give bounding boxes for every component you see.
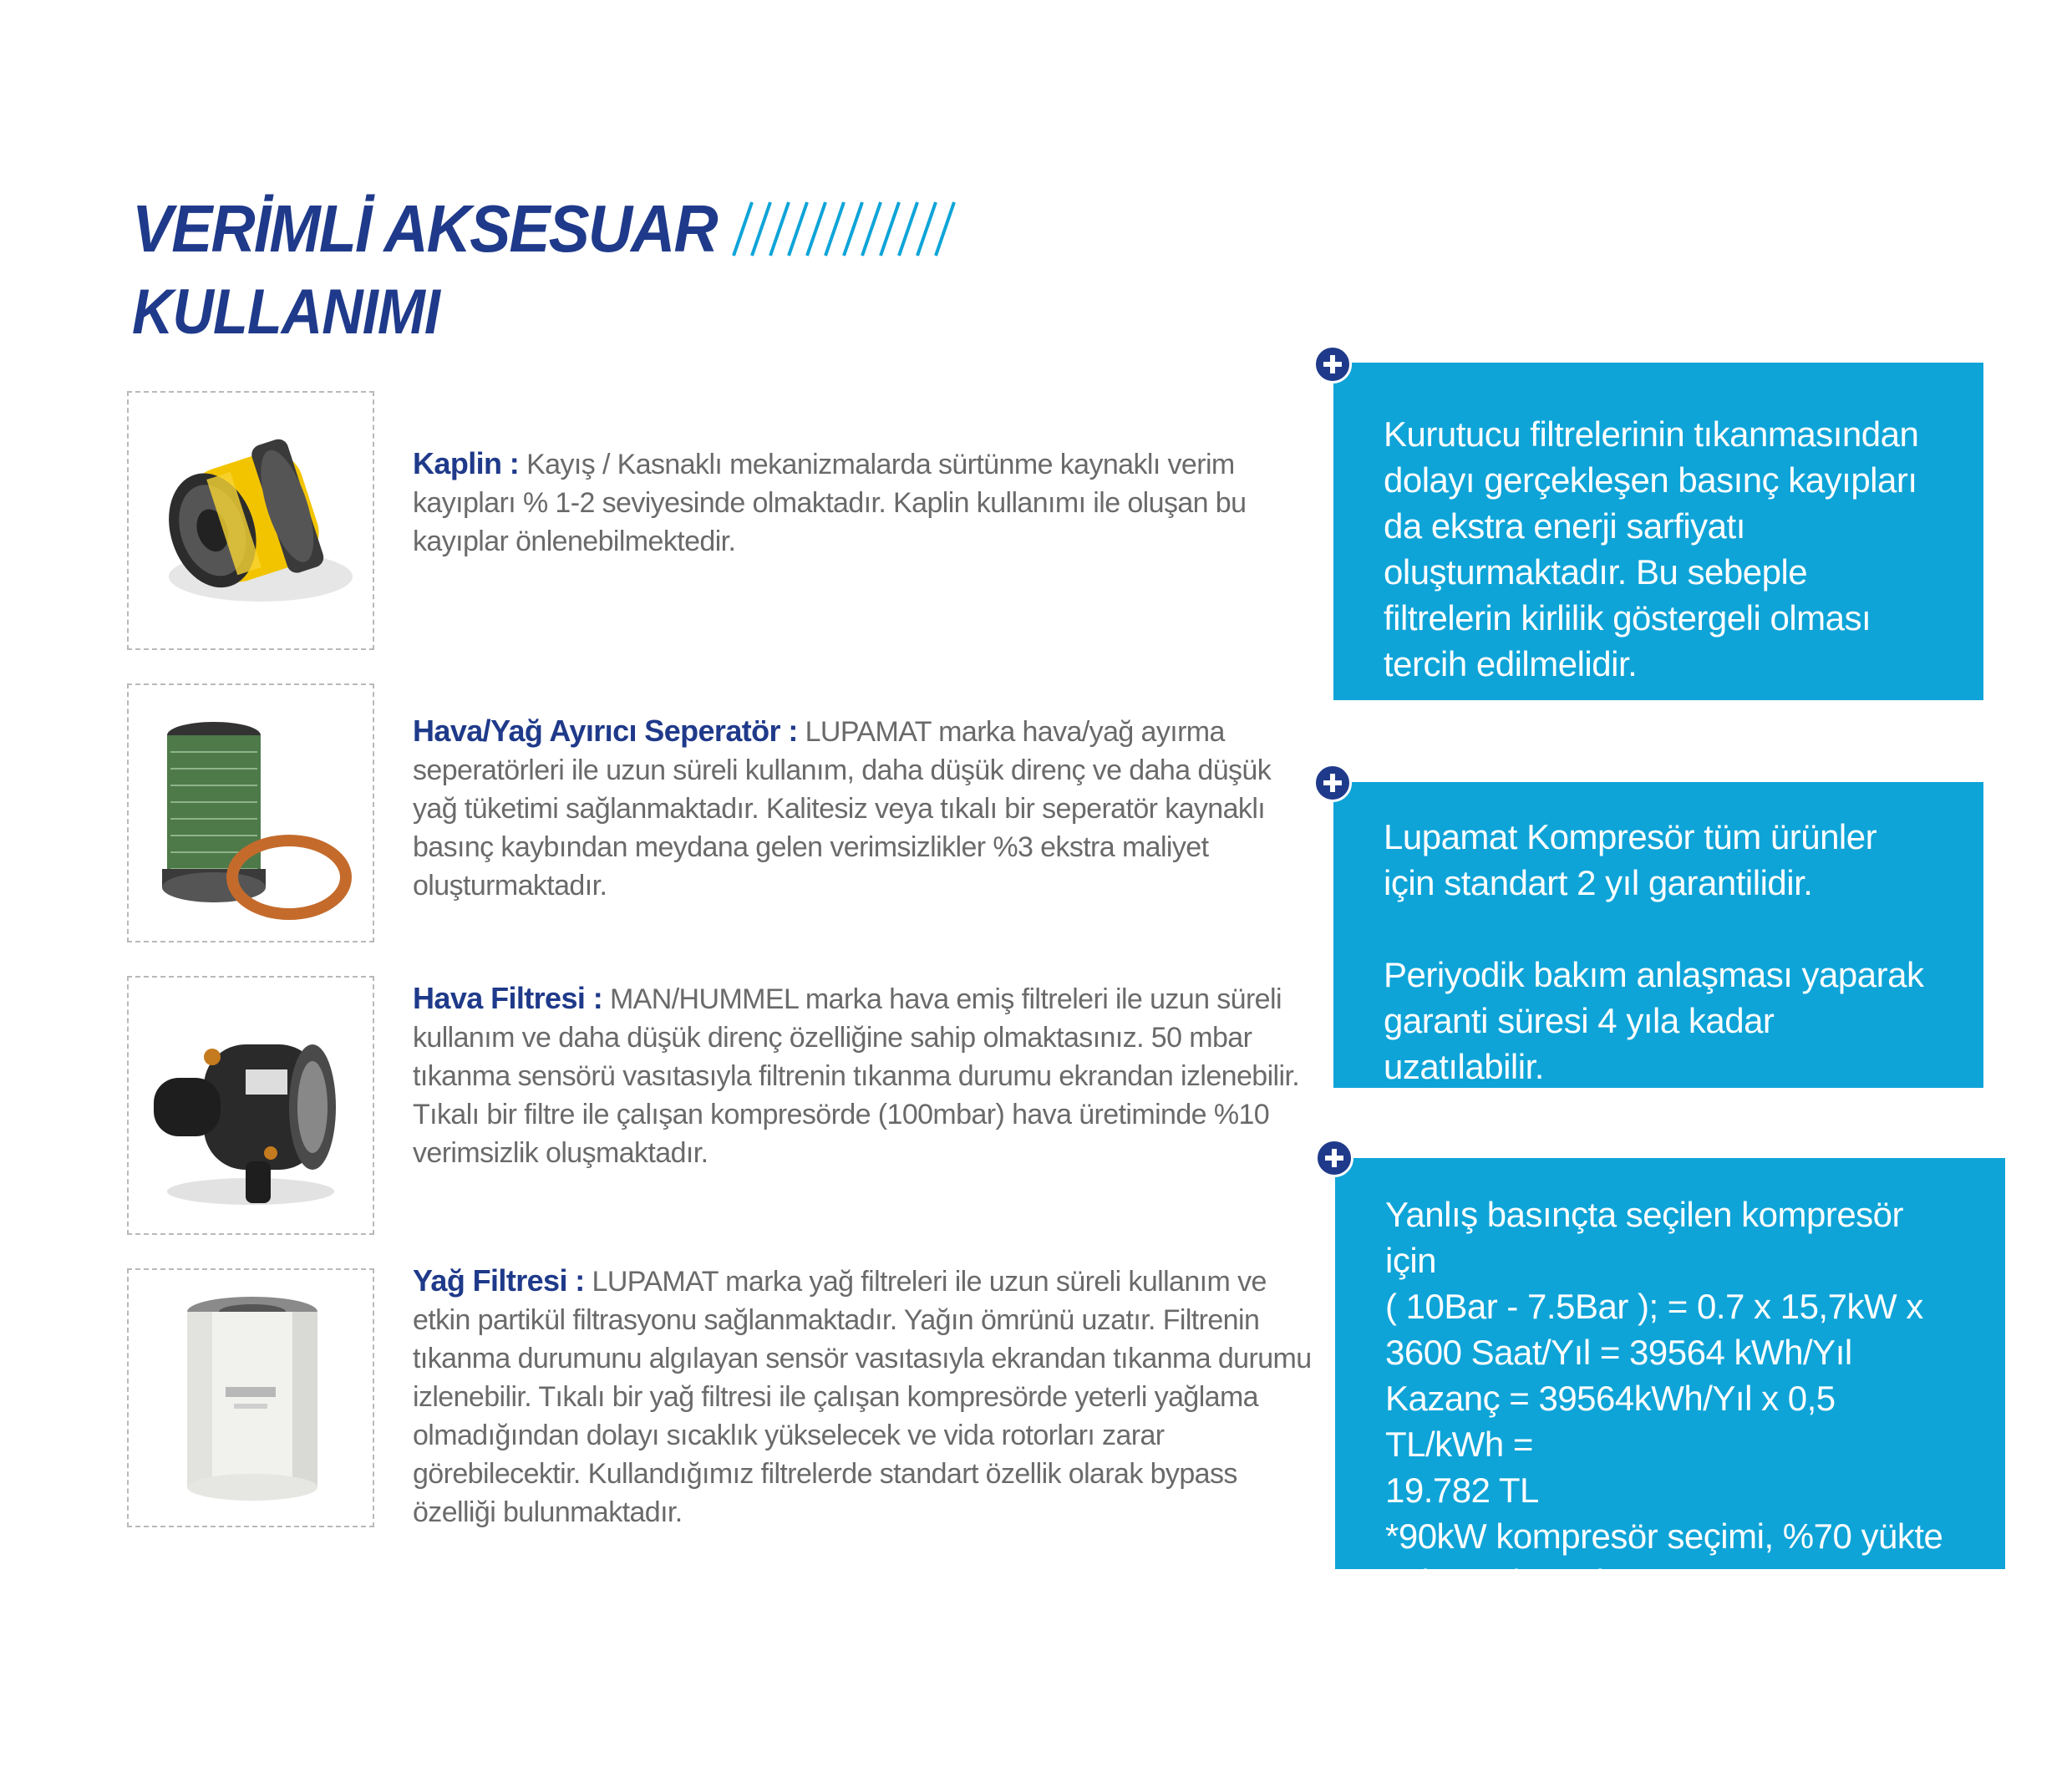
info-box-warranty — [1333, 782, 1983, 1088]
plus-icon — [1313, 764, 1352, 802]
separator-image — [145, 702, 356, 924]
item-label: Yağ Filtresi : — [413, 1263, 585, 1298]
decorative-stripes-icon — [730, 201, 956, 257]
coupling-image — [145, 409, 356, 632]
coupling-image-frame — [127, 391, 374, 650]
air-filter-image-frame — [127, 976, 374, 1235]
plus-icon — [1315, 1139, 1353, 1177]
item-description: MAN/HUMMEL marka hava emiş filtreleri ile uzun süreli kullanım ve daha düşük direnç özelliğine sahip olmaktasınız. 50 mbar tıkanma sensörü vasıtasıyla filtrenin tıkanma durumu ekrandan izlenebilir. Tıkalı bir filtre ile çalışan kompresörde (100mbar) hava üretiminde %10 verimsizlik oluşmaktadır. — [413, 983, 1300, 1169]
air-filter-image — [145, 994, 356, 1217]
oil-filter-image — [145, 1287, 356, 1509]
item-description: LUPAMAT marka hava/yağ ayırma seperatörleri ile uzun süreli kullanım, daha düşük direnç ve daha düşük yağ tüketimi sağlanmaktadır. Kalitesiz veya tıkalı bir seperatör kaynaklı basınç kaybından meydana gelen verimsizlikler %3 ekstra maliyet oluşturmaktadır. — [413, 716, 1272, 902]
item-coupling — [413, 444, 1315, 561]
item-label: Kaplin : — [413, 446, 520, 480]
item-oil-filter — [413, 1262, 1315, 1532]
plus-icon — [1313, 345, 1352, 384]
oil-filter-image-frame — [127, 1268, 374, 1527]
page-subtitle: KULLANIMI — [132, 277, 440, 348]
item-description: Kayış / Kasnaklı mekanizmalarda sürtünme kaynaklı verim kayıpları % 1-2 seviyesinde olmaktadır. Kaplin kullanımı ile oluşan bu kayıplar önlenebilmektedir. — [413, 449, 1247, 557]
separator-image-frame — [127, 683, 374, 942]
info-line: 3600 Saat/Yıl = 39564 kWh/Yıl — [1385, 1333, 1852, 1372]
info-paragraph: Lupamat Kompresör tüm ürünler için standart 2 yıl garantilidir. — [1384, 817, 1877, 902]
info-box-dryer-filters — [1333, 363, 1983, 700]
info-paragraph: Periyodik bakım anlaşması yaparak garanti süresi 4 yıla kadar uzatılabilir. — [1384, 955, 1924, 1086]
info-line: 19.782 TL — [1385, 1471, 1539, 1510]
page-title: VERİMLİ AKSESUAR — [132, 191, 717, 266]
item-air-filter — [413, 979, 1315, 1172]
info-line: Yanlış basınçta seçilen kompresör için — [1385, 1195, 1904, 1280]
info-line: ( 10Bar - 7.5Bar ); = 0.7 x 15,7kW x — [1385, 1287, 1923, 1326]
info-box-pressure-savings — [1335, 1158, 2005, 1602]
item-description: LUPAMAT marka yağ filtreleri ile uzun süreli kullanım ve etkin partikül filtrasyonu sağlanmaktadır. Yağın ömrünü uzatır. Filtrenin tıkanma durumunu algılayan sensör vasıtasıyla ekrandan tıkanma durumu izlenebilir. Tıkalı bir yağ filtresi ile çalışan kompresörde yeterli yağlama olmadığından dolayı sıcaklık yükselecek ve vida rotorları zarar görebilecektir. Kullandığımız filtrelerde standart özellik olarak bypass özelliği bulunmaktadır. — [413, 1266, 1312, 1528]
item-label: Hava Filtresi : — [413, 981, 603, 1015]
info-paragraph: Kurutucu filtrelerinin tıkanmasından dolayı gerçekleşen basınç kayıpları da ekstra enerji sarfiyatı oluşturmaktadır. Bu sebeple filtrelerin kirlilik göstergeli olması tercih edilmelidir. — [1384, 414, 1919, 683]
info-line: Kazanç = 39564kWh/Yıl x 0,5 TL/kWh = — [1385, 1379, 1836, 1464]
item-separator — [413, 712, 1315, 905]
item-label: Hava/Yağ Ayırıcı Seperatör : — [413, 714, 798, 748]
info-line: *90kW kompresör seçimi, %70 yükte — [1385, 1516, 1943, 1556]
info-line: çalışma baz alınmıştır. — [1385, 1562, 1725, 1602]
